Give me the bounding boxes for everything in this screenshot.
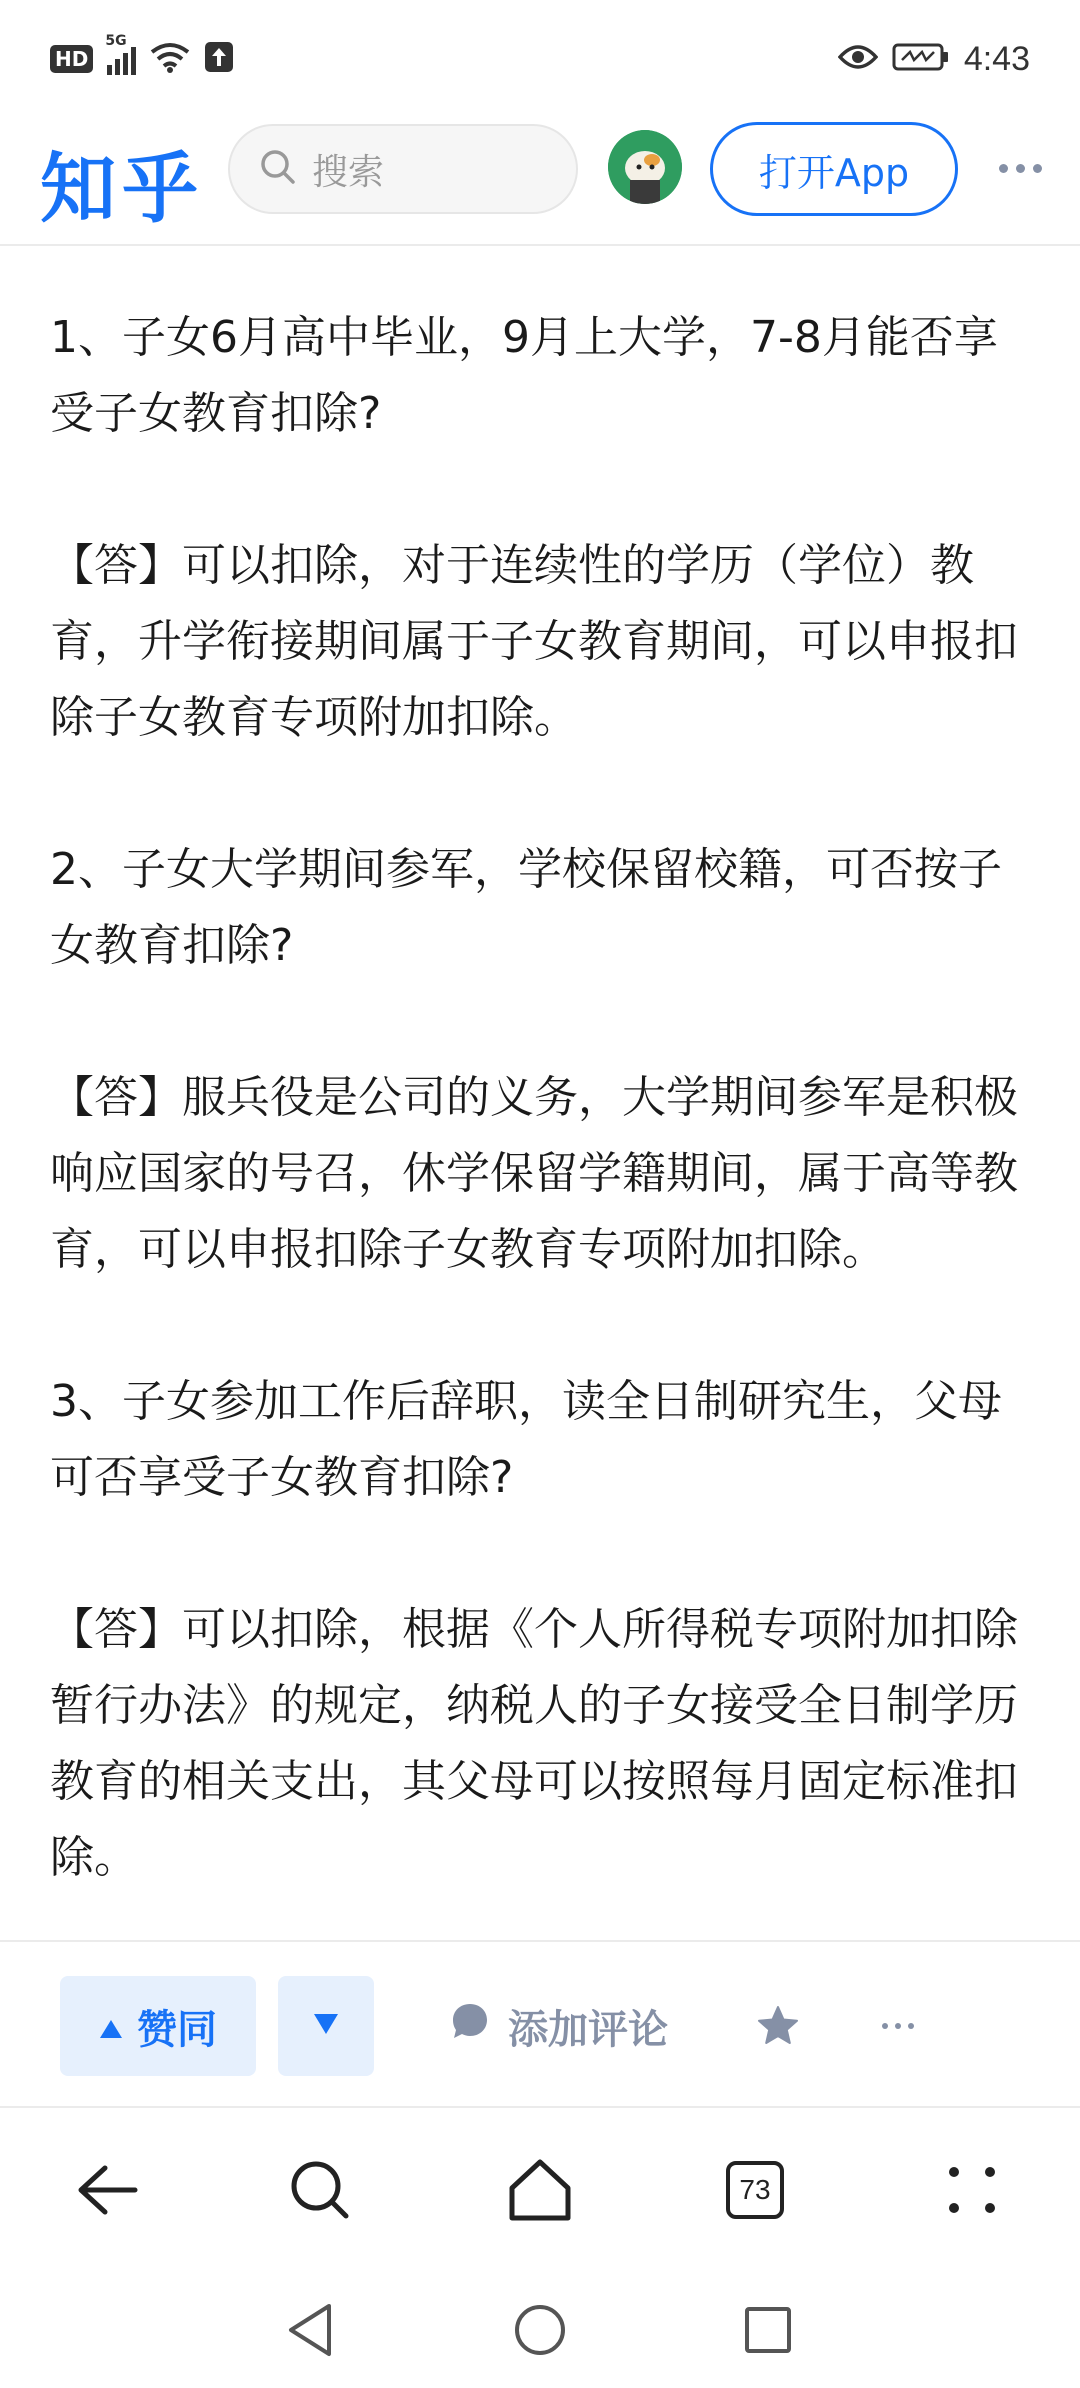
add-comment-label: 添加评论 xyxy=(508,2006,668,2053)
avatar[interactable] xyxy=(608,130,682,204)
triangle-up-icon xyxy=(99,2003,123,2049)
favorite-star-icon[interactable] xyxy=(748,1976,808,2076)
more-options-icon[interactable] xyxy=(990,118,1050,218)
battery-icon xyxy=(892,42,950,76)
add-comment-button[interactable] xyxy=(450,1976,668,2076)
search-input[interactable] xyxy=(228,124,578,214)
back-arrow-icon[interactable] xyxy=(57,2140,157,2240)
downvote-button[interactable] xyxy=(278,1976,374,2076)
network-type: 5G xyxy=(105,33,127,49)
site-header xyxy=(0,118,1080,246)
system-back-icon[interactable] xyxy=(270,2290,350,2370)
article-paragraph: 【答】服兵役是公司的义务，大学期间参军是积极响应国家的号召，休学保留学籍期间，属于高等教育，可以申报扣除子女教育专项附加扣除。 xyxy=(50,1072,1018,1275)
system-navigation-bar xyxy=(0,2270,1080,2388)
article-paragraph: 1、子女6月高中毕业，9月上大学，7-8月能否享受子女教育扣除? xyxy=(50,312,998,439)
article-paragraph: 3、子女参加工作后辞职，读全日制研究生，父母可否享受子女教育扣除? xyxy=(50,1376,1002,1503)
search-icon xyxy=(258,147,298,191)
hd-badge: HD xyxy=(50,45,93,73)
answer-action-bar xyxy=(0,1940,1080,2108)
home-icon[interactable] xyxy=(490,2140,590,2240)
upvote-button[interactable] xyxy=(60,1976,256,2076)
system-recents-icon[interactable] xyxy=(728,2290,808,2370)
upvote-label: 赞同 xyxy=(137,2006,217,2053)
zhihu-logo[interactable]: 知乎 xyxy=(40,143,204,233)
upload-icon xyxy=(204,41,234,77)
article-paragraph: 2、子女大学期间参军，学校保留校籍，可否按子女教育扣除? xyxy=(50,844,1002,971)
eye-icon xyxy=(838,43,878,75)
search-icon[interactable] xyxy=(270,2140,370,2240)
open-app-button[interactable]: 打开App xyxy=(710,122,958,216)
comment-bubble-icon xyxy=(450,2001,490,2051)
apps-grid-icon[interactable] xyxy=(922,2140,1022,2240)
system-home-icon[interactable] xyxy=(500,2290,580,2370)
action-more-icon[interactable] xyxy=(868,1976,928,2076)
article-paragraph: 【答】可以扣除，对于连续性的学历（学位）教育，升学衔接期间属于子女教育期间，可以申报扣除子女教育专项附加扣除。 xyxy=(50,540,1018,743)
wifi-icon xyxy=(150,41,190,77)
search-placeholder: 搜索 xyxy=(312,151,385,193)
cellular-signal-icon xyxy=(105,33,136,75)
triangle-down-icon xyxy=(313,2013,339,2039)
tabs-button[interactable] xyxy=(705,2140,805,2240)
clock: 4:43 xyxy=(963,39,1030,78)
article-body xyxy=(50,300,1030,1972)
tab-count: 73 xyxy=(726,2161,784,2219)
article-paragraph: 【答】可以扣除，根据《个人所得税专项附加扣除暂行办法》的规定，纳税人的子女接受全日制学历教育的相关支出，其父母可以按照每月固定标准扣除。 xyxy=(50,1604,1018,1883)
browser-toolbar xyxy=(0,2110,1080,2270)
status-bar xyxy=(0,0,1080,118)
